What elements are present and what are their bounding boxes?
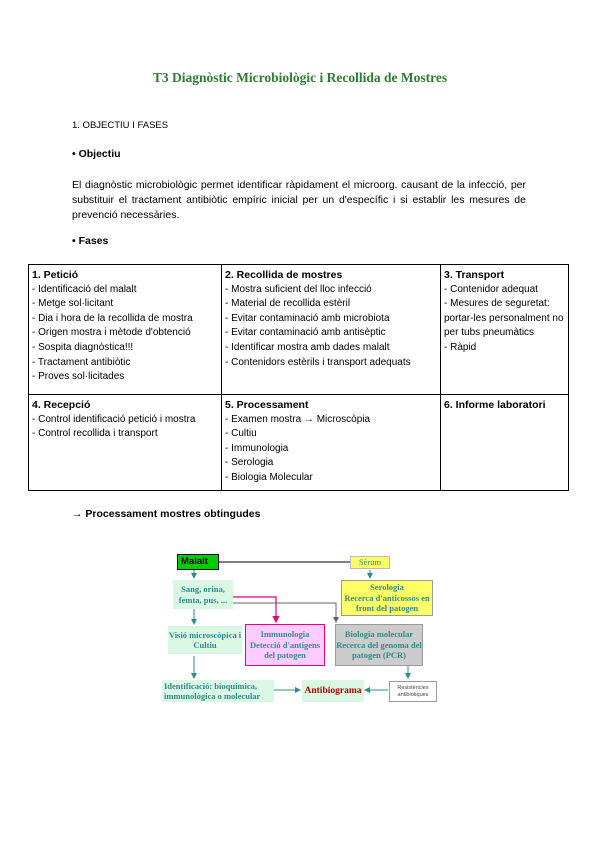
- resistencies-box: Resistències antibiòtiques: [389, 681, 437, 702]
- fase-title: 6. Informe laboratori: [444, 399, 546, 411]
- fase-item: - Metge sol·licitant: [32, 298, 114, 310]
- fase-item: - Evitar contaminació amb antisèptic: [225, 327, 386, 339]
- fase-cell: [441, 395, 569, 491]
- biologia-molecular-box: [335, 624, 423, 666]
- page-title: T3 Diagnòstic Microbiològic i Recollida de Mostres: [152, 70, 448, 85]
- fase-item: - Origen mostra i mètode d'obtenció: [32, 327, 191, 339]
- fase-item: - Immunologia: [225, 442, 289, 454]
- fase-item: - Identificació del malalt: [32, 283, 137, 295]
- fase-item: - Serologia: [225, 457, 274, 469]
- immunologia-title: Immunologia: [260, 629, 310, 640]
- section-heading: 1. OBJECTIU I FASES: [72, 120, 169, 131]
- fase-item: - Material de recollida estèril: [225, 298, 351, 310]
- fase-item: - Contenidor adequat: [444, 283, 538, 295]
- serum-box: Sèrum: [350, 556, 390, 569]
- arrow-mostres-biomol: [233, 603, 336, 622]
- fase-item: - Evitar contaminació amb microbiota: [225, 312, 390, 324]
- fase-cell: [29, 265, 222, 395]
- fase-cell: [29, 395, 222, 491]
- arrow-mostres-immuno: [233, 597, 276, 622]
- fases-heading: • Fases: [72, 235, 109, 247]
- fase-cell: [222, 265, 441, 395]
- fase-item: - Proves sol·licitades: [32, 371, 125, 383]
- mostres-box: Sang, orina, femta, pus, ...: [173, 580, 233, 609]
- fase-item: - Identificar mostra amb dades malalt: [225, 341, 390, 353]
- biomol-title: Biologia molecular: [344, 629, 414, 640]
- serologia-text: Recerca d'anticossos en front del patogen: [344, 592, 430, 614]
- fase-item: - Control recollida i transport: [32, 428, 158, 440]
- fase-cell: [222, 395, 441, 491]
- fase-item: - Contenidors estèrils i transport adequats: [225, 356, 411, 368]
- fase-item: - Sospita diagnòstica!!!: [32, 341, 134, 353]
- fase-item: - Ràpid: [444, 341, 477, 353]
- fase-title: 5. Processament: [225, 399, 309, 411]
- fase-item: - Cultiu: [225, 428, 257, 440]
- fase-item: - Examen mostra → Microscòpia: [225, 413, 371, 425]
- antibiograma-box: Antibiograma: [302, 680, 364, 702]
- visio-box: Visió microscòpica i Cultiu: [168, 626, 242, 654]
- fase-title: 1. Petició: [32, 269, 79, 281]
- malalt-box: Malalt: [177, 554, 219, 570]
- fase-item: - Mostra suficient del lloc infecció: [225, 283, 372, 295]
- fase-item: - Mesures de seguretat: portar-les personalment no per tubs pneumàtics: [444, 298, 564, 339]
- objectiu-heading: • Objectiu: [72, 148, 121, 160]
- fase-item: - Dia i hora de la recollida de mostra: [32, 312, 193, 324]
- fase-item: - Control identificació petició i mostra: [32, 413, 196, 425]
- biomol-text: Recerca del genoma del patogen (PCR): [336, 639, 422, 661]
- fase-title: 4. Recepció: [32, 399, 91, 411]
- serologia-title: Serologia: [370, 582, 404, 593]
- fase-title: 3. Transport: [444, 269, 505, 281]
- fase-title: 2. Recollida de mostres: [225, 269, 343, 281]
- processament-heading: → Processament mostres obtingudes: [72, 508, 261, 520]
- fase-item: - Biologia Molecular: [225, 471, 313, 483]
- serologia-box: [341, 580, 433, 616]
- fases-table: [28, 264, 569, 491]
- immunologia-text: Detecció d'antígens del patogen: [249, 639, 321, 661]
- identificacio-box: Identificació: bioquímica, immunològica o molecular: [162, 680, 274, 702]
- objectiu-paragraph: El diagnòstic microbiològic permet identificar ràpidament el microorg. causant de la infecció, per substituir el tractament antibiòtic empíric inicial per un d'específic i si establir les mesures de prevenció necessàries.: [72, 179, 526, 221]
- fase-item: - Tractament antibiòtic: [32, 356, 131, 368]
- fase-cell: [441, 265, 569, 395]
- immunologia-box: [245, 624, 325, 666]
